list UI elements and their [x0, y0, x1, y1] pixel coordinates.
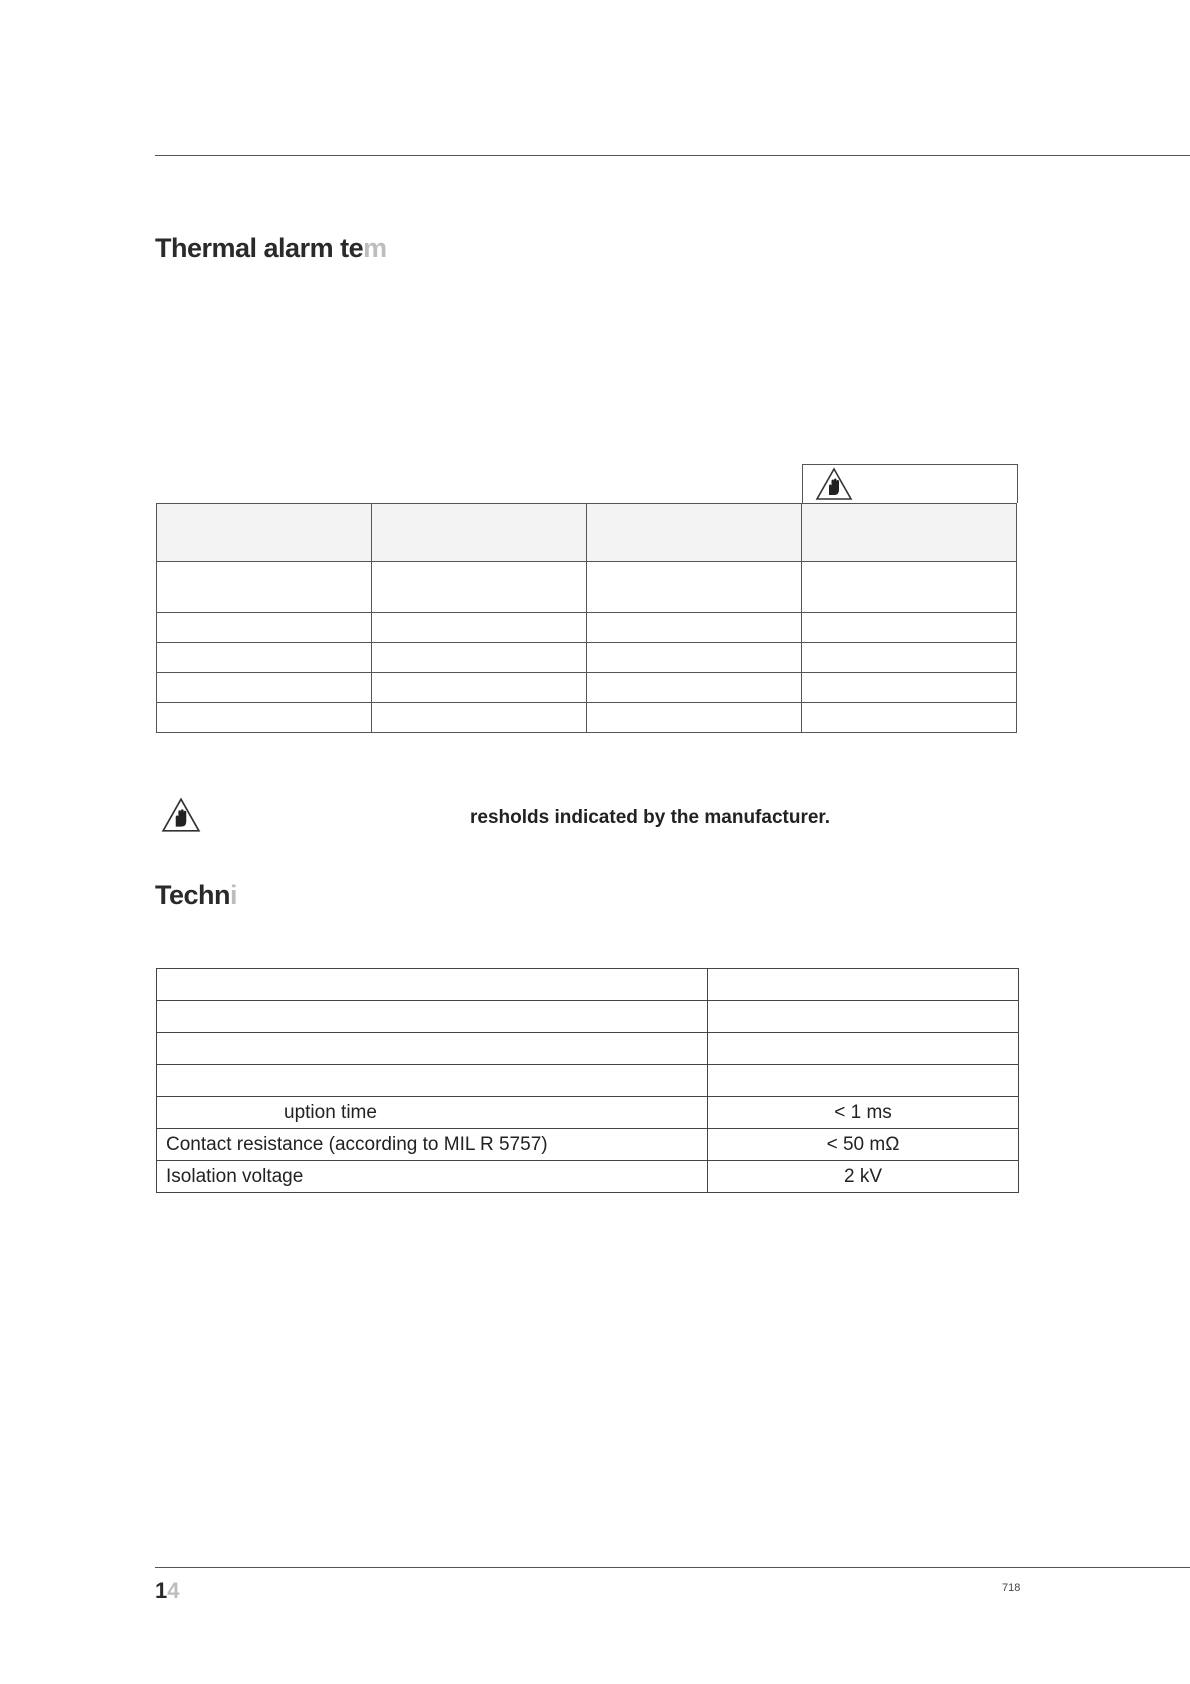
table-cell	[372, 504, 587, 562]
table-row	[157, 1129, 1019, 1161]
page-number: 14	[155, 1578, 180, 1603]
warning-header-cell	[802, 464, 1018, 503]
table-cell	[372, 673, 587, 703]
table-cell	[802, 613, 1017, 643]
thermal-alarm-table	[156, 503, 1017, 733]
table-cell	[802, 673, 1017, 703]
table-row	[157, 562, 1017, 613]
warning-note-text: resholds indicated by the manufacturer.	[470, 807, 831, 828]
table-header-row	[157, 504, 1017, 562]
table-cell	[587, 703, 802, 733]
spec-value: < 1 ms	[708, 1097, 1019, 1129]
table-cell	[587, 562, 802, 613]
table-cell	[802, 643, 1017, 673]
table-row	[157, 1001, 1019, 1033]
table-row	[157, 1065, 1019, 1097]
table-cell	[587, 504, 802, 562]
hand-warning-icon	[161, 797, 201, 833]
table-row	[157, 643, 1017, 673]
table-cell	[157, 673, 372, 703]
table-cell	[157, 562, 372, 613]
document-reference: 718	[1002, 1582, 1021, 1594]
table-cell	[372, 703, 587, 733]
table-cell	[802, 504, 1017, 562]
footer-rule	[155, 1567, 1190, 1568]
spec-label: Isolation voltage	[157, 1161, 708, 1193]
table-row	[157, 613, 1017, 643]
spec-value	[708, 1001, 1019, 1033]
table-cell	[587, 613, 802, 643]
table-cell	[157, 703, 372, 733]
section-title-thermal-alarm: Thermal alarm tem	[155, 233, 387, 263]
table-row	[157, 673, 1017, 703]
spec-label	[157, 969, 708, 1001]
technical-specs-table	[156, 968, 1019, 1193]
section-title-technical: Techni	[155, 880, 238, 910]
table-cell	[802, 562, 1017, 613]
spec-value	[708, 1065, 1019, 1097]
table-cell	[587, 673, 802, 703]
table-row	[157, 703, 1017, 733]
table-row	[157, 1097, 1019, 1129]
spec-value: 2 kV	[708, 1161, 1019, 1193]
table-cell	[587, 643, 802, 673]
table-row	[157, 1161, 1019, 1193]
hand-warning-icon	[815, 467, 853, 501]
spec-value	[708, 1033, 1019, 1065]
spec-label	[157, 1065, 708, 1097]
table-cell	[372, 562, 587, 613]
spec-value: < 50 mΩ	[708, 1129, 1019, 1161]
spec-value	[708, 969, 1019, 1001]
table-row	[157, 969, 1019, 1001]
spec-label	[157, 1033, 708, 1065]
table-cell	[372, 613, 587, 643]
header-rule	[155, 155, 1190, 156]
table-cell	[157, 613, 372, 643]
spec-label	[157, 1001, 708, 1033]
table-row	[157, 1033, 1019, 1065]
spec-label: Contact resistance (according to MIL R 5757)	[157, 1129, 708, 1161]
table-cell	[802, 703, 1017, 733]
table-cell	[157, 504, 372, 562]
spec-label: uption time	[157, 1097, 708, 1129]
table-cell	[372, 643, 587, 673]
table-cell	[157, 643, 372, 673]
